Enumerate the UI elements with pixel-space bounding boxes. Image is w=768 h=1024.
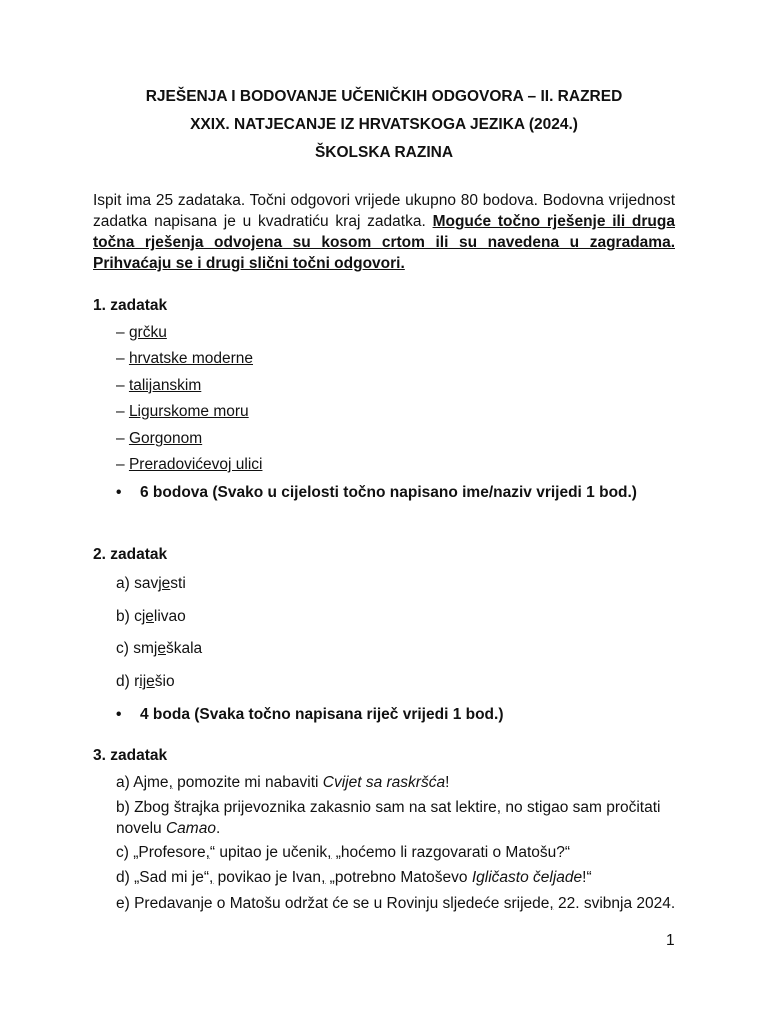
task-2-answer: b) cjelivao [116,608,186,625]
task-1-title: 1. zadatak [93,297,168,314]
task-1-item: – talijanskim [116,377,202,394]
task-1-item: – Gorgonom [116,430,203,447]
task-2-title: 2. zadatak [93,546,168,563]
task-2-answer: d) riješio [116,673,175,690]
task-1-item: – Preradovićevoj ulici [116,456,263,473]
task-1-scoring: • 6 bodova (Svako u cijelosti točno napisano ime/naziv vrijedi 1 bod.) [116,484,637,501]
header-line-1: RJEŠENJA I BODOVANJE UČENIČKIH ODGOVORA – II. RAZRED [145,88,623,105]
task-3-title: 3. zadatak [93,747,168,764]
page-number: 1 [666,932,675,949]
task-3-answer-b: b) Zbog štrajka prijevoznika zakasnio sam na sat lektire, no stigao sam pročitati novelu Camao. [116,799,661,837]
task-3-answer-a: a) Ajme, pomozite mi nabaviti Cvijet sa raskršća! [116,774,450,791]
task-2-scoring: • 4 boda (Svaka točno napisana riječ vrijedi 1 bod.) [116,706,504,723]
task-3-answer-e: e) Predavanje o Matošu održat će se u Rovinju sljedeće srijede, 22. svibnja 2024. [116,895,676,912]
header-line-3: ŠKOLSKA RAZINA [314,144,454,161]
bullet-icon: • [116,706,122,723]
task-2-answer: c) smješkala [116,640,203,657]
intro-text: Ispit ima 25 zadataka. Točni odgovori vrijede ukupno 80 bodova. Bodovna vrijednost zadatka napisana je u kvadratiću kraj zadatka. [93,192,675,230]
task-3-answer-c: c) „Profesore,“ upitao je učenik, „hoćemo li razgovarati o Matošu?“ [116,844,571,861]
task-3-answer-d: d) „Sad mi je“, povikao je Ivan, „potrebno Matoševo Igličasto čeljade!“ [116,869,592,886]
task-2-answer: a) savjesti [116,575,186,592]
task-1-item: – grčku [116,324,167,341]
header-line-2: XXIX. NATJECANJE IZ HRVATSKOGA JEZIKA (2024.) [190,116,578,133]
document-header [0,86,768,170]
intro-paragraph [93,190,675,274]
bullet-icon: • [116,484,122,501]
task-1-item: – Ligurskome moru [116,403,249,420]
intro-note: Moguće točno rješenje ili druga točna rješenja odvojena su kosom crtom ili su navedena u zagradama. Prihvaćaju se i drugi slični točni odgovori. [93,213,675,272]
task-1-item: – hrvatske moderne [116,350,253,367]
